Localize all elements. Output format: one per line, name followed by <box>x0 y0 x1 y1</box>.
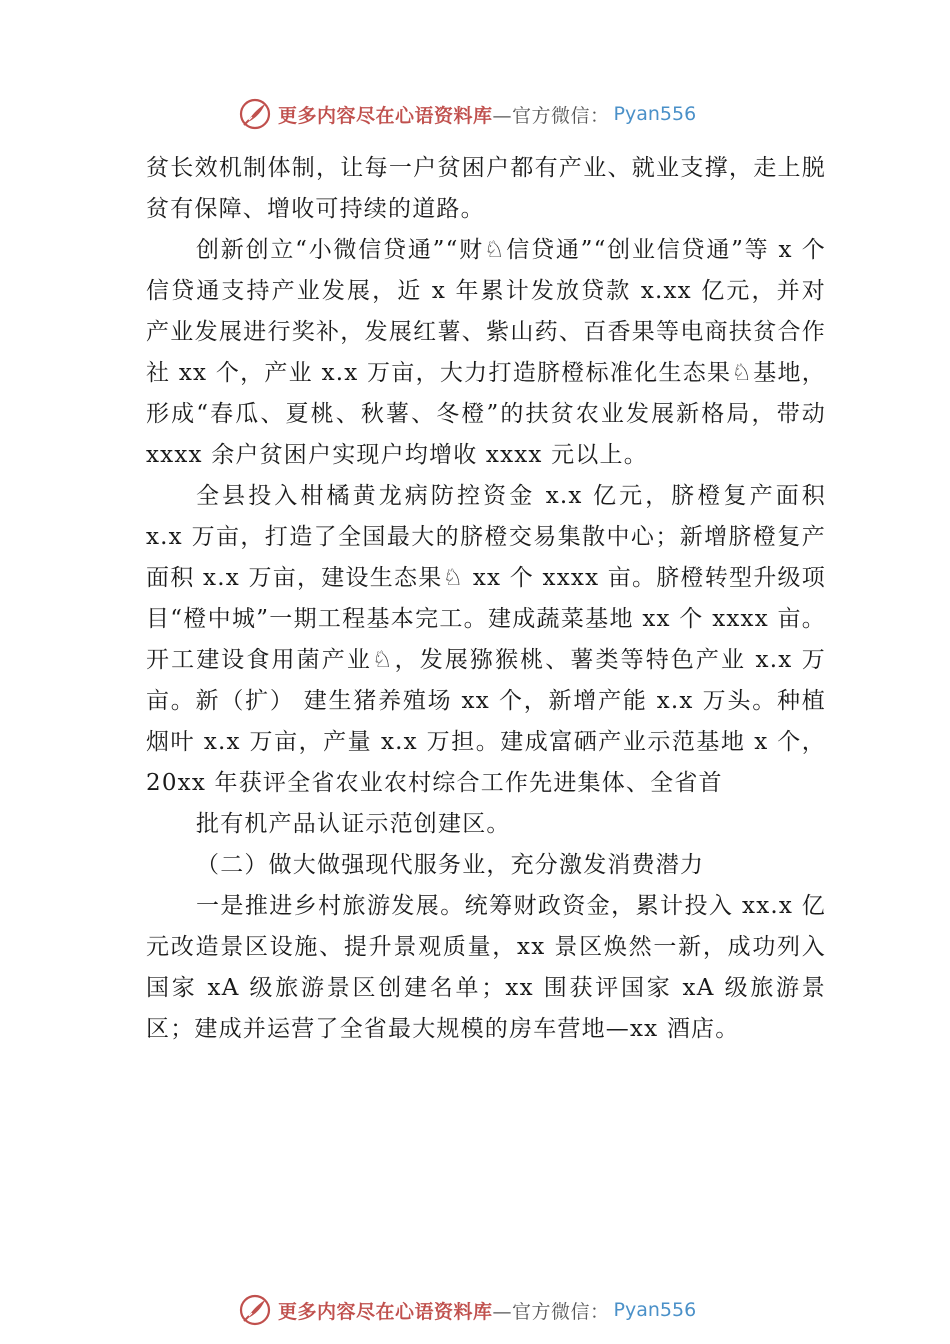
feather-pen-seal-icon <box>238 97 272 131</box>
footer-banner <box>238 1292 696 1328</box>
header-banner <box>238 96 696 132</box>
official-wechat-label: —官方微信： <box>492 104 610 127</box>
feather-pen-seal-icon <box>238 1293 272 1327</box>
brand-text: 更多内容尽在心语资料库 <box>278 104 493 127</box>
section-heading: （二）做大做强现代服务业，充分激发消费潜力 <box>196 852 705 878</box>
wechat-handle: Pyan556 <box>613 103 697 125</box>
document-body <box>146 148 826 1050</box>
paragraph-5: 一是推进乡村旅游发展。统筹财政资金，累计投入 xx.x 亿元改造景区设施、提升景观质量，xx 景区焕然一新，成功列入国家 xA 级旅游景区创建名单；xx 围获评国家 xA 级旅游景区；建成并运营了全省最大规模的房车营地—xx 酒店。 <box>146 893 826 1042</box>
wechat-handle: Pyan556 <box>613 1299 697 1321</box>
paragraph-1: 贫长效机制体制，让每一户贫困户都有产业、就业支撑，走上脱贫有保障、增收可持续的道路。 <box>146 155 826 222</box>
paragraph-2: 创新创立“小微信贷通”“财♘信贷通”“创业信贷通”等 x 个信贷通支持产业发展，近 x 年累计发放贷款 x.xx 亿元，并对产业发展进行奖补，发展红薯、紫山药、百香果等电商扶贫合作社 xx 个，产业 x.x 万亩，大力打造脐橙标准化生态果♘基地，形成“春瓜、夏桃、秋薯、冬橙”的扶贫农业发展新格局，带动 xxxx 余户贫困户实现户均增收 xxxx 元以上。 <box>146 237 826 468</box>
paragraph-4: 批有机产品认证示范创建区。 <box>196 811 511 837</box>
official-wechat-label: —官方微信： <box>492 1300 610 1323</box>
paragraph-3: 全县投入柑橘黄龙病防控资金 x.x 亿元，脐橙复产面积 x.x 万亩，打造了全国最大的脐橙交易集散中心；新增脐橙复产面积 x.x 万亩，建设生态果♘ xx 个 xxxx 亩。脐橙转型升级项目“橙中城”一期工程基本完工。建成蔬菜基地 xx 个 xxxx 亩。开工建设食用菌产业♘，发展猕猴桃、薯类等特色产业 x.x 万亩。新（扩） 建生猪养殖场 xx 个，新增产能 x.x 万头。种植烟叶 x.x 万亩，产量 x.x 万担。建成富硒产业示范基地 x 个，20xx 年获评全省农业农村综合工作先进集体、全省首 <box>146 483 826 796</box>
brand-text: 更多内容尽在心语资料库 <box>278 1300 493 1323</box>
